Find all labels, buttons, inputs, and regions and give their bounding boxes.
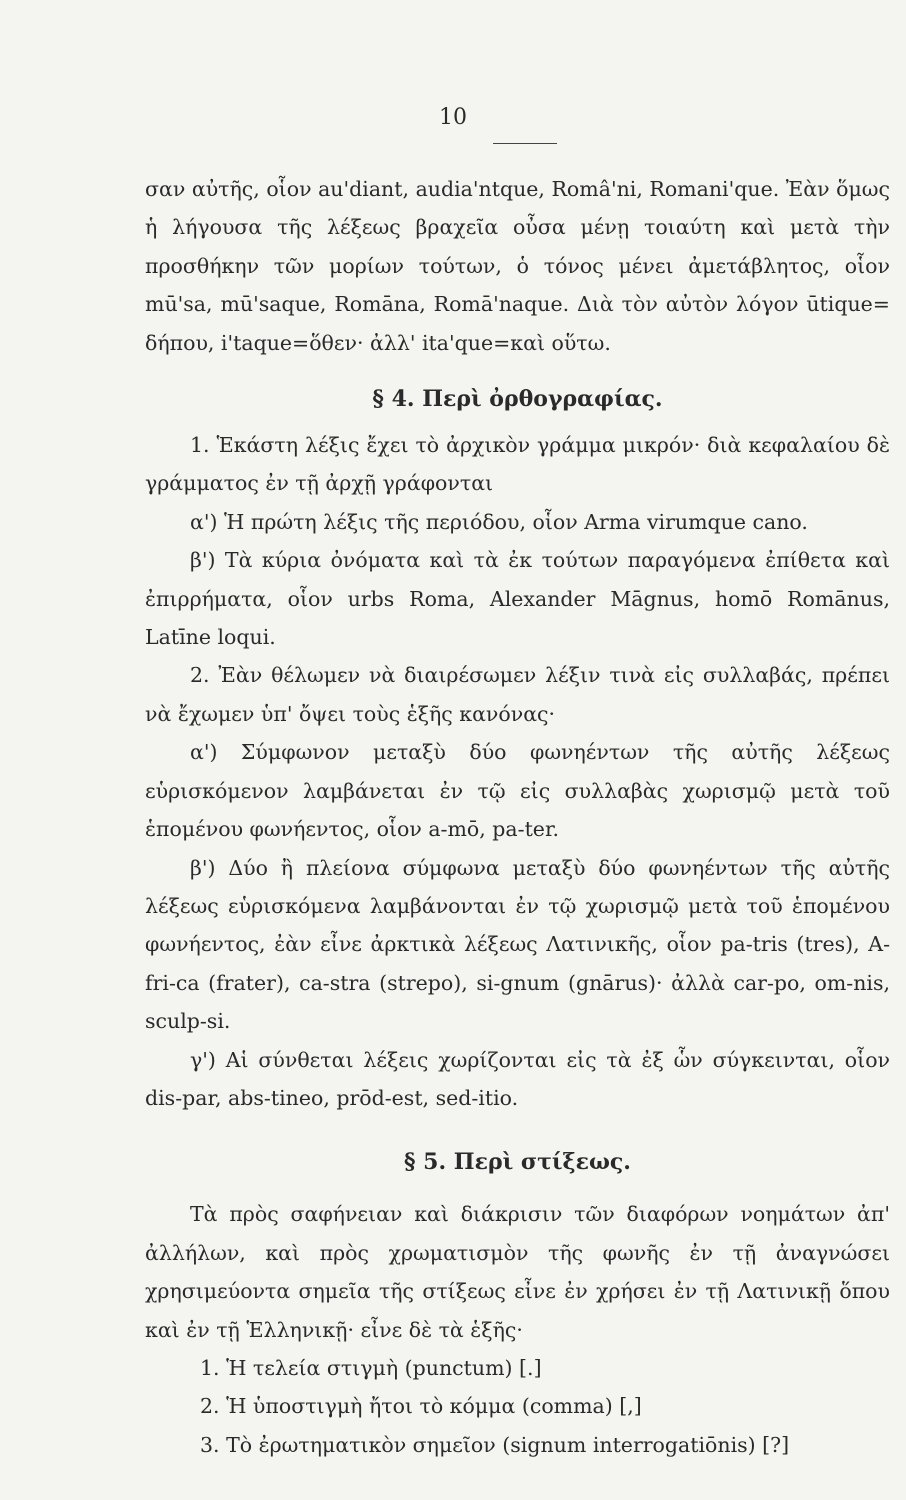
section-4-rule-2a: α') Σύμφωνον μεταξὺ δύο φωνηέντων τῆς αὐτῆς λέξεως εὑρισκόμενον λαμβάνεται ἐν τῷ εἰς συλλαβὰς χωρισμῷ μετὰ τοῦ ἑπομένου φωνήεντος, οἷον a-mō, pa-ter. [145,740,890,842]
section-4-rule-1: 1. Ἑκάστη λέξις ἔχει τὸ ἀρχικὸν γράμμα μικρόν· διὰ κεφαλαίου δὲ γράμματος ἐν τῇ ἀρχῇ γράφονται [145,433,890,496]
paragraph-continuation: σαν αὐτῆς, οἷον au'diant, audia'ntque, Româ'ni, Romani'que. Ἐὰν ὅμως ἡ λήγουσα τῆς λέξεως βραχεῖα οὖσα μένῃ τοιαύτη καὶ μετὰ τὴν προσθήκην τῶν μορίων τούτων, ὁ τόνος μένει ἀμετάβλητος, οἷον mū'sa, mū'saque, Romāna, Romā'naque. Διὰ τὸν αὐτὸν λόγον ūtique= δήπου, i'taque=ὅθεν· ἀλλ' ita'que=καὶ οὕτω. [145,177,890,355]
section-4-rule-2c: γ') Αἱ σύνθεται λέξεις χωρίζονται εἰς τὰ ἐξ ὧν σύγκεινται, οἷον dis-par, abs-tineo, prōd-est, sed-itio. [145,1047,890,1110]
page-body [145,170,890,1464]
section-4-rule-2b: β') Δύο ἢ πλείονα σύμφωνα μεταξὺ δύο φωνηέντων τῆς αὐτῆς λέξεως εὑρισκόμενα λαμβάνονται ἐν τῷ χωρισμῷ μετὰ τοῦ ἑπομένου φωνήεντος, ἐὰν εἶνε ἀρκτικὰ λέξεως Λατινικῆς, οἷον pa-tris (tres), A-fri-ca (frater), ca-stra (strepo), si-gnum (gnārus)· ἀλλὰ car-po, om-nis, sculp-si. [145,855,890,1034]
section-4-rule-1a: α') Ἡ πρώτη λέξις τῆς περιόδου, οἷον Arma virumque cano. [190,509,808,534]
section-5-intro: Τὰ πρὸς σαφήνειαν καὶ διάκρισιν τῶν διαφόρων νοημάτων ἀπ' ἀλλήλων, καὶ πρὸς χρωματισμὸν τῆς φωνῆς ἐν τῇ ἀναγνώσει χρησιμεύοντα σημεῖα τῆς στίξεως εἶνε ἐν χρήσει ἐν τῇ Λατινικῇ ὅπου καὶ ἐν τῇ Ἑλληνικῇ· εἶνε δὲ τὰ ἑξῆς· [145,1202,890,1342]
section-5-heading: § 5. Περὶ στίξεως. [404,1149,631,1176]
page-number-rule [493,143,557,144]
list-item: 2. Ἡ ὑποστιγμὴ ἤτοι τὸ κόμμα (comma) [,] [200,1394,642,1419]
punctuation-list [200,1349,890,1464]
section-4-rule-2: 2. Ἐὰν θέλωμεν νὰ διαιρέσωμεν λέξιν τινὰ εἰς συλλαβάς, πρέπει νὰ ἔχωμεν ὑπ' ὄψει τοὺς ἑξῆς κανόνας· [145,663,890,726]
section-4-rule-1b: β') Τὰ κύρια ὀνόματα καὶ τὰ ἐκ τούτων παραγόμενα ἐπίθετα καὶ ἐπιρρήματα, οἷον urbs Roma, Alexander Māgnus, homō Romānus, Latīne loqui. [145,548,890,650]
list-item: 1. Ἡ τελεία στιγμὴ (punctum) [.] [200,1355,542,1380]
list-item: 3. Τὸ ἐρωτηματικὸν σημεῖον (signum interrogatiōnis) [?] [200,1432,790,1457]
section-4-heading: § 4. Περὶ ὀρθογραφίας. [372,386,663,413]
page-number: 10 [439,105,467,130]
